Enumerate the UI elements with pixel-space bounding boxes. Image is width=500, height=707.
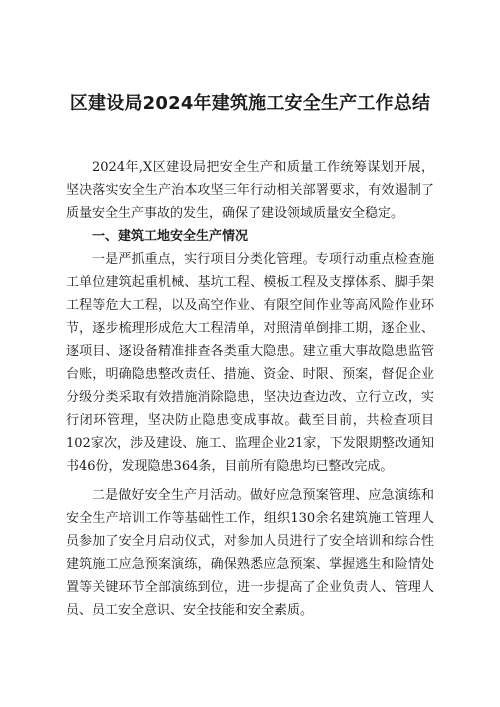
document-body <box>66 156 434 622</box>
body-paragraph-2: 二是做好安全生产月活动。做好应急预案管理、应急演练和安全生产培训工作等基础性工作，组织130余名建筑施工管理人员参加了安全月启动仪式，对参加人员进行了安全培训和综合性建筑施工应急预案演练，确保熟悉应急预案、掌握逃生和险情处置等关键环节全部演练到位，进一步提高了企业负责人、管理人员、员工安全意识、安全技能和安全素质。 <box>66 488 434 618</box>
document-title: 区建设局2024年建筑施工安全生产工作总结 <box>69 93 431 114</box>
intro-paragraph: 2024年,X区建设局把安全生产和质量工作统筹谋划开展，坚决落实安全生产治本攻坚三年行动相关部署要求，有效遏制了质量安全生产事故的发生，确保了建设领域质量安全稳定。 <box>66 160 434 221</box>
section-heading: 一、建筑工地安全生产情况 <box>92 229 249 244</box>
body-paragraph-1: 一是严抓重点，实行项目分类化管理。专项行动重点检查施工单位建筑起重机械、基坑工程、模板工程及支撑体系、脚手架工程等危大工程，以及高空作业、有限空间作业等高风险作业环节，逐步梳理形成危大工程清单，对照清单倒排工期，逐企业、逐项目、逐设备精准排查各类重大隐患。建立重大事故隐患监管台账，明确隐患整改责任、措施、资金、时限、预案，督促企业分级分类采取有效措施消除隐患，坚决边查边改、立行立改，实行闭环管理，坚决防止隐患变成事故。截至目前，共检查项目102家次，涉及建设、施工、监理企业21家，下发限期整改通知书46份，发现隐患364条，目前所有隐患均已整改完成。 <box>66 252 434 474</box>
